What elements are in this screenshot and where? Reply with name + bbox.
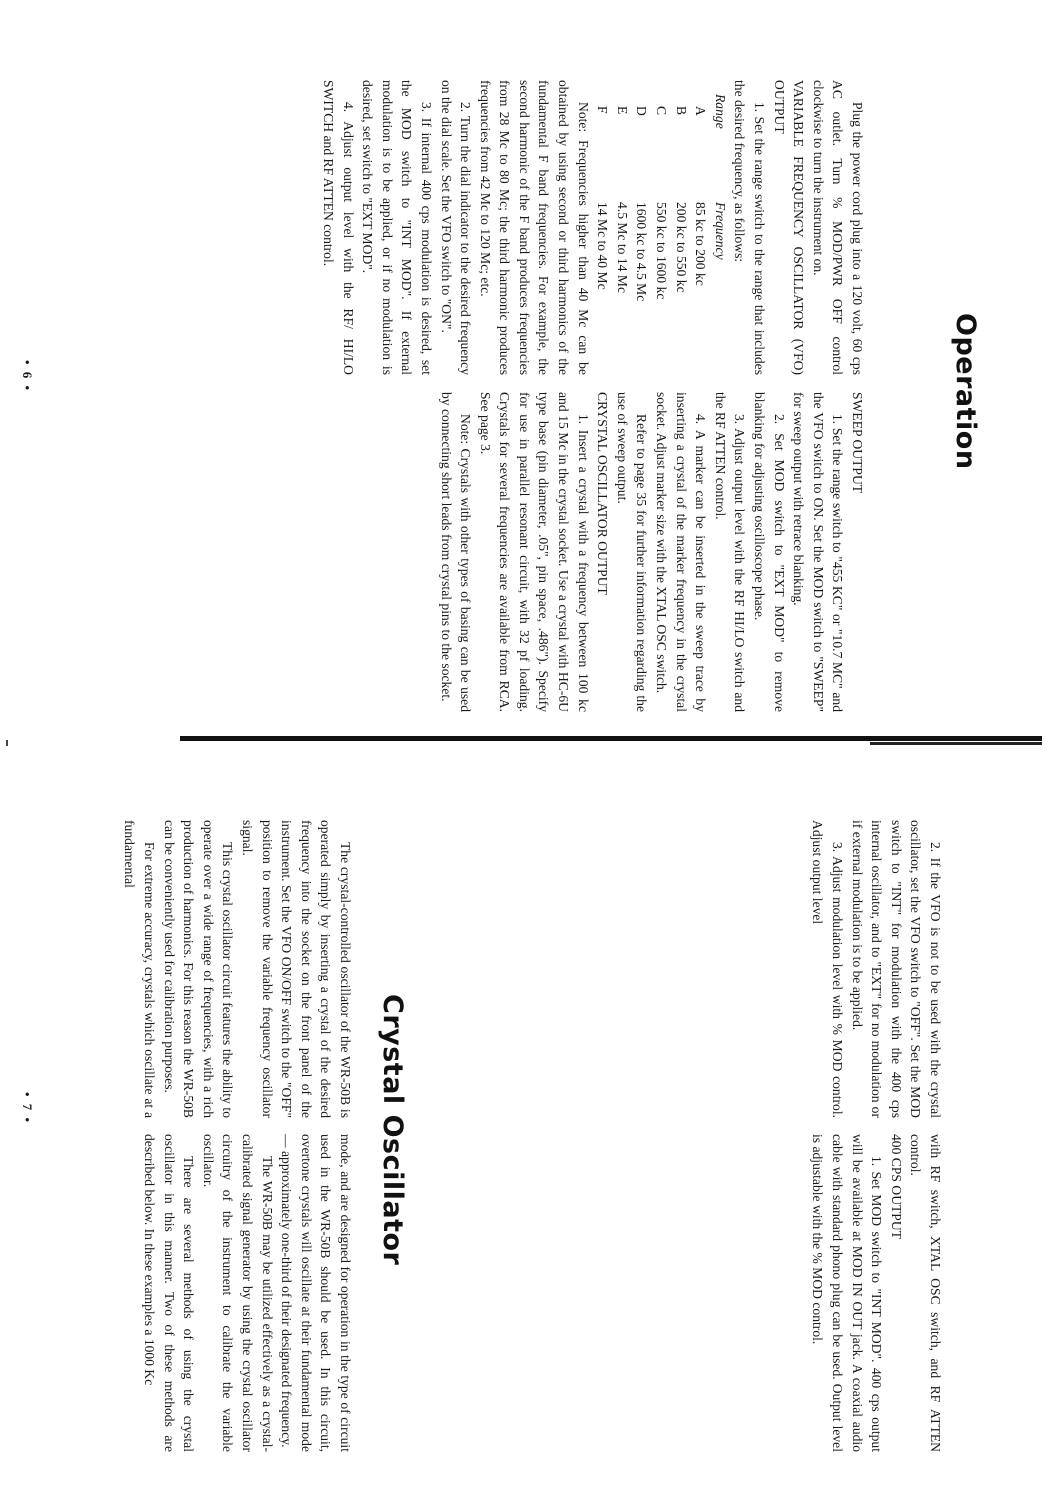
range-frequency-table: [593, 94, 730, 375]
xtal-step-3-continued: with RF switch, XTAL OSC switch, and RF ATTEN control.: [908, 1134, 943, 1452]
right-top-column-1: [808, 820, 945, 1118]
right-body-column-1: [120, 820, 355, 1118]
cps-section-heading: 400 CPS OUTPUT: [888, 1134, 904, 1239]
right-top-column-2: [808, 1134, 945, 1452]
power-instructions: Plug the power cord plug into a 120 volt, 60 cps AC outlet. Turn % MOD/PWR OFF control clockwise to turn the instrument on.: [810, 80, 865, 375]
right-page: [0, 752, 1045, 1503]
xtal-step-3: 3. Adjust modulation level with % MOD control. Adjust output level: [810, 820, 846, 1118]
frequency-column-header: Frequency: [712, 202, 728, 260]
right-page-content: [0, 752, 1045, 1503]
sweep-step-2: 2. Set MOD switch to "EXT MOD" to remove blanking for adjusting oscilloscope phase.: [752, 392, 787, 712]
frequency-cell: 550 kc to 1600 kc: [654, 202, 670, 300]
range-cell: E: [614, 106, 630, 115]
table-header: [710, 94, 730, 375]
xtal-step-2: 2. If the VFO is not to be used with the crystal oscillator, set the VFO switch to "OFF". Set the MOD switch to "INT" for modulation with the 400 cps internal oscillator, and to "EXT" for no modulation or if external modulation is to be applied.: [849, 820, 943, 1118]
edge-mark: [6, 740, 8, 746]
page-heading-crystal-oscillator: Crystal Oscillator: [377, 994, 408, 1266]
body-paragraph: There are several methods of using the crystal oscillator in this manner. Two of these methods are described below. In these examples a 1000 Kc: [142, 1134, 197, 1452]
range-cell: B: [673, 106, 689, 116]
table-row: [632, 94, 652, 375]
page-number-6: • 6 •: [20, 360, 35, 393]
frequency-cell: 85 kc to 200 kc: [693, 202, 709, 286]
left-column-2: [436, 392, 867, 712]
page-divider-rule: [180, 736, 1042, 741]
range-cell: A: [693, 106, 709, 116]
range-cell: D: [634, 106, 650, 116]
table-row: [671, 94, 691, 375]
frequency-cell: 4.5 Mc to 14 Mc: [614, 202, 630, 293]
frequency-cell: 200 kc to 550 kc: [673, 202, 689, 293]
cps-step-1: 1. Set MOD switch to "INT MOD". 400 cps output will be available at MOD IN OUT jack. A coaxial audio cable with standard phono plug can be used. Output level is adjustable with the % MOD control.: [810, 1134, 885, 1452]
sweep-step-4: 4. A marker can be inserted in the sweep trace by inserting a crystal of the marker frequency in the crystal socket. Adjust marker size with the XTAL OSC switch.: [654, 392, 709, 712]
table-row: [593, 94, 613, 375]
body-paragraph: For extreme accuracy, crystals which oscillate at a fundamental: [122, 820, 158, 1118]
page-heading-operation: Operation: [950, 313, 981, 470]
table-row: [691, 94, 711, 375]
frequency-cell: 14 Mc to 40 Mc: [595, 202, 611, 290]
page-number-7: • 7 •: [20, 1092, 35, 1125]
table-row: [651, 94, 671, 375]
frequency-cell: 1600 kc to 4.5 Mc: [634, 202, 650, 302]
body-paragraph: The WR-50B may be utilized effectively as a crystal-calibrated signal generator by using the crystal oscillator circuitry of the instrument to calibrate the variable oscillator.: [200, 1134, 275, 1452]
sweep-section-heading: SWEEP OUTPUT: [850, 392, 865, 494]
body-paragraph: This crystal oscillator circuit features the ability to operate over a wide range of frequencies, with a rich production of harmonics. For this reason the WR-50B can be conveniently used for calibration purposes.: [161, 820, 236, 1118]
xtal-step-1: 1. Insert a crystal with a frequency between 100 kc and 15 Mc in the crystal socket. Use a crystal with HC-6U type base (pin diameter, .05", pin space, .486"). Specify for use in parallel resonant circuit, with 32 pf loading. Crystals for several frequencies are available from RCA. See page 3.: [477, 392, 591, 712]
body-paragraph: The crystal-controlled oscillator of the WR-50B is operated simply by inserting a crystal of the desired frequency into the socket on the front panel of the instrument. Set the VFO ON/OFF switch to the "OFF" position to remove the variable frequency oscillator signal.: [240, 820, 353, 1118]
body-paragraph: mode, and are designed for operation in the type of circuit used in the WR-50B should be used. In this circuit, overtone crystals will oscillate at their fundamental mode — approximately one-third of their designated frequency.: [279, 1134, 353, 1452]
xtal-section-heading: CRYSTAL OSCILLATOR OUTPUT: [595, 392, 611, 595]
frequency-note: Note: Frequencies higher than 40 Mc can be obtained by using second or third harmonics of the fundamental F band frequencies. For example, the second harmonic of the F band produces frequencies from 28 Mc to 80 Mc; the third harmonic produces frequencies from 42 Mc to 120 Mc; etc.: [477, 80, 591, 375]
vfo-section-heading: VARIABLE FREQUENCY OSCILLATOR (VFO) OUTPUT: [771, 80, 807, 375]
vfo-step-3: 3. If internal 400 cps modulation is desired, set the MOD switch to "INT MOD". If external modulation is to be applied, or if no modulation is desired, set switch to "EXT MOD".: [360, 80, 434, 375]
vfo-step-2: 2. Turn the dial indicator to the desired frequency on the dial scale. Set the VFO switch to "ON".: [438, 80, 474, 375]
sweep-refer: Refer to page 35 for further information regarding the use of sweep output.: [614, 392, 650, 712]
page-divider-rule-end: [870, 742, 1042, 745]
range-cell: C: [654, 106, 670, 116]
table-row: [612, 94, 632, 375]
left-column-1: [318, 80, 867, 375]
vfo-step-4: 4. Adjust output level with the RF/ HI/LO SWITCH and RF ATTEN control.: [320, 80, 356, 375]
range-column-header: Range: [712, 94, 728, 129]
vfo-step-1: 1. Set the range switch to the range that includes the desired frequency, as follows:: [732, 80, 768, 375]
sweep-step-3: 3. Adjust output level with the RF HI/LO switch and the RF ATTEN control.: [712, 392, 748, 712]
sweep-step-1: 1. Set the range switch to "455 KC" or "10.7 MC" and the VFO switch to ON. Set the MOD switch to "SWEEP" for sweep output with retrace blanking.: [791, 392, 846, 712]
xtal-note: Note: Crystals with other types of basing can be used by connecting short leads from crystal pins to the socket.: [438, 392, 474, 712]
range-cell: F: [595, 106, 611, 114]
right-body-column-2: [139, 1134, 355, 1452]
